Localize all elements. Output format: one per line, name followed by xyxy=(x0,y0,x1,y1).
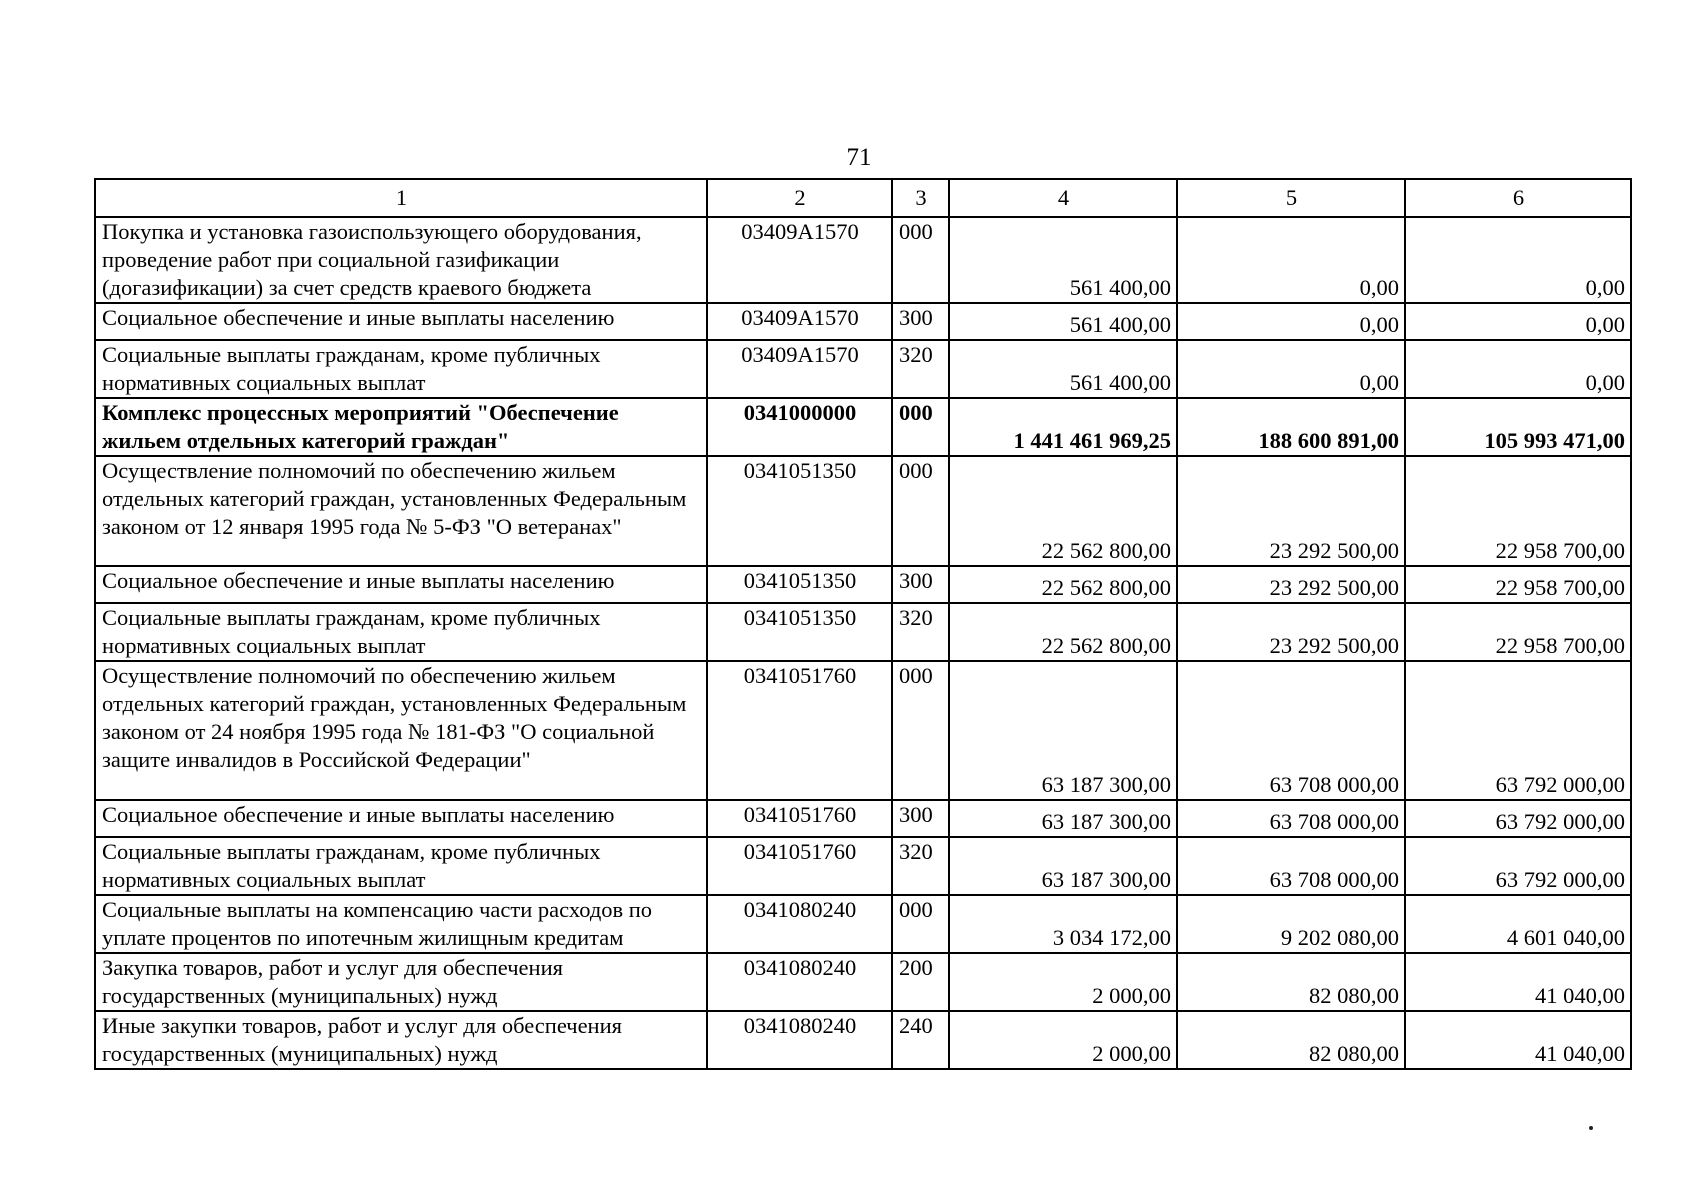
row-amount-col4-cell: 561 400,00 xyxy=(949,217,1177,303)
scan-speck xyxy=(1589,1126,1593,1130)
table-row xyxy=(95,566,1631,603)
row-expense-type-cell: 000 xyxy=(892,661,949,800)
row-expense-type-cell: 300 xyxy=(892,800,949,837)
row-code-cell: 0341051350 xyxy=(707,603,892,661)
column-header-6: 6 xyxy=(1405,179,1631,217)
row-amount-col4-cell: 1 441 461 969,25 xyxy=(949,398,1177,456)
table-body xyxy=(95,217,1631,1069)
row-amount-col5-cell: 0,00 xyxy=(1177,217,1405,303)
row-code-cell: 0341080240 xyxy=(707,1011,892,1069)
row-name-cell: Покупка и установка газоиспользующего оборудования, проведение работ при социальной газификации (догазификации) за счет средств краевого бюджета xyxy=(95,217,707,303)
row-amount-col5-cell: 82 080,00 xyxy=(1177,1011,1405,1069)
row-expense-type-cell: 000 xyxy=(892,456,949,566)
row-amount-col6-cell: 105 993 471,00 xyxy=(1405,398,1631,456)
row-expense-type-cell: 300 xyxy=(892,566,949,603)
table-row xyxy=(95,953,1631,1011)
row-amount-col5-cell: 63 708 000,00 xyxy=(1177,800,1405,837)
row-name-cell: Социальные выплаты гражданам, кроме публичных нормативных социальных выплат xyxy=(95,837,707,895)
row-amount-col6-cell: 22 958 700,00 xyxy=(1405,566,1631,603)
row-amount-col5-cell: 82 080,00 xyxy=(1177,953,1405,1011)
table-row xyxy=(95,895,1631,953)
row-code-cell: 0341051760 xyxy=(707,837,892,895)
table-row xyxy=(95,1011,1631,1069)
table-row xyxy=(95,398,1631,456)
row-code-cell: 0341080240 xyxy=(707,895,892,953)
row-code-cell: 0341051760 xyxy=(707,800,892,837)
table-row xyxy=(95,456,1631,566)
row-amount-col5-cell: 63 708 000,00 xyxy=(1177,661,1405,800)
row-amount-col6-cell: 22 958 700,00 xyxy=(1405,603,1631,661)
row-amount-col5-cell: 23 292 500,00 xyxy=(1177,603,1405,661)
row-name-cell: Осуществление полномочий по обеспечению жильем отдельных категорий граждан, установленных Федеральным законом от 24 ноября 1995 года № 181-ФЗ "О социальной защите инвалидов в Российской Федерации" xyxy=(95,661,707,800)
row-amount-col5-cell: 9 202 080,00 xyxy=(1177,895,1405,953)
row-amount-col6-cell: 0,00 xyxy=(1405,340,1631,398)
row-expense-type-cell: 000 xyxy=(892,217,949,303)
table-row xyxy=(95,340,1631,398)
column-header-2: 2 xyxy=(707,179,892,217)
row-expense-type-cell: 320 xyxy=(892,340,949,398)
row-code-cell: 0341000000 xyxy=(707,398,892,456)
row-amount-col5-cell: 23 292 500,00 xyxy=(1177,456,1405,566)
row-name-cell: Социальные выплаты гражданам, кроме публичных нормативных социальных выплат xyxy=(95,603,707,661)
row-amount-col6-cell: 4 601 040,00 xyxy=(1405,895,1631,953)
row-expense-type-cell: 300 xyxy=(892,303,949,340)
row-amount-col4-cell: 561 400,00 xyxy=(949,340,1177,398)
column-header-4: 4 xyxy=(949,179,1177,217)
row-name-cell: Социальное обеспечение и иные выплаты населению xyxy=(95,303,707,340)
row-name-cell: Осуществление полномочий по обеспечению жильем отдельных категорий граждан, установленных Федеральным законом от 12 января 1995 года № 5-ФЗ "О ветеранах" xyxy=(95,456,707,566)
column-header-3: 3 xyxy=(892,179,949,217)
row-amount-col4-cell: 63 187 300,00 xyxy=(949,800,1177,837)
row-expense-type-cell: 320 xyxy=(892,603,949,661)
row-amount-col6-cell: 41 040,00 xyxy=(1405,953,1631,1011)
row-amount-col5-cell: 0,00 xyxy=(1177,340,1405,398)
row-name-cell: Иные закупки товаров, работ и услуг для обеспечения государственных (муниципальных) нужд xyxy=(95,1011,707,1069)
table-row xyxy=(95,800,1631,837)
table-row xyxy=(95,303,1631,340)
row-amount-col4-cell: 2 000,00 xyxy=(949,1011,1177,1069)
row-amount-col6-cell: 0,00 xyxy=(1405,303,1631,340)
row-name-cell: Социальные выплаты гражданам, кроме публичных нормативных социальных выплат xyxy=(95,340,707,398)
row-amount-col6-cell: 22 958 700,00 xyxy=(1405,456,1631,566)
row-name-cell: Социальное обеспечение и иные выплаты населению xyxy=(95,800,707,837)
row-name-cell: Социальные выплаты на компенсацию части расходов по уплате процентов по ипотечным жилищным кредитам xyxy=(95,895,707,953)
row-expense-type-cell: 240 xyxy=(892,1011,949,1069)
row-amount-col5-cell: 0,00 xyxy=(1177,303,1405,340)
row-amount-col6-cell: 63 792 000,00 xyxy=(1405,661,1631,800)
row-code-cell: 0341080240 xyxy=(707,953,892,1011)
row-amount-col6-cell: 41 040,00 xyxy=(1405,1011,1631,1069)
row-amount-col4-cell: 561 400,00 xyxy=(949,303,1177,340)
row-amount-col6-cell: 63 792 000,00 xyxy=(1405,800,1631,837)
row-amount-col5-cell: 63 708 000,00 xyxy=(1177,837,1405,895)
row-code-cell: 0341051350 xyxy=(707,456,892,566)
table-row xyxy=(95,217,1631,303)
table-row xyxy=(95,603,1631,661)
column-header-1: 1 xyxy=(95,179,707,217)
row-amount-col4-cell: 3 034 172,00 xyxy=(949,895,1177,953)
row-amount-col4-cell: 22 562 800,00 xyxy=(949,566,1177,603)
row-amount-col4-cell: 2 000,00 xyxy=(949,953,1177,1011)
row-expense-type-cell: 320 xyxy=(892,837,949,895)
row-name-cell: Комплекс процессных мероприятий "Обеспечение жильем отдельных категорий граждан" xyxy=(95,398,707,456)
row-code-cell: 0341051350 xyxy=(707,566,892,603)
row-expense-type-cell: 000 xyxy=(892,398,949,456)
table-row xyxy=(95,837,1631,895)
row-expense-type-cell: 200 xyxy=(892,953,949,1011)
budget-table xyxy=(94,178,1632,1070)
column-header-5: 5 xyxy=(1177,179,1405,217)
row-amount-col4-cell: 63 187 300,00 xyxy=(949,661,1177,800)
row-amount-col5-cell: 188 600 891,00 xyxy=(1177,398,1405,456)
row-amount-col6-cell: 63 792 000,00 xyxy=(1405,837,1631,895)
row-amount-col6-cell: 0,00 xyxy=(1405,217,1631,303)
row-code-cell: 03409A1570 xyxy=(707,217,892,303)
row-name-cell: Закупка товаров, работ и услуг для обеспечения государственных (муниципальных) нужд xyxy=(95,953,707,1011)
row-code-cell: 0341051760 xyxy=(707,661,892,800)
row-name-cell: Социальное обеспечение и иные выплаты населению xyxy=(95,566,707,603)
page-number: 71 xyxy=(846,144,872,171)
header-row xyxy=(95,179,1631,217)
row-amount-col4-cell: 22 562 800,00 xyxy=(949,456,1177,566)
row-code-cell: 03409A1570 xyxy=(707,340,892,398)
row-expense-type-cell: 000 xyxy=(892,895,949,953)
table-row xyxy=(95,661,1631,800)
row-amount-col5-cell: 23 292 500,00 xyxy=(1177,566,1405,603)
row-amount-col4-cell: 22 562 800,00 xyxy=(949,603,1177,661)
row-amount-col4-cell: 63 187 300,00 xyxy=(949,837,1177,895)
row-code-cell: 03409A1570 xyxy=(707,303,892,340)
